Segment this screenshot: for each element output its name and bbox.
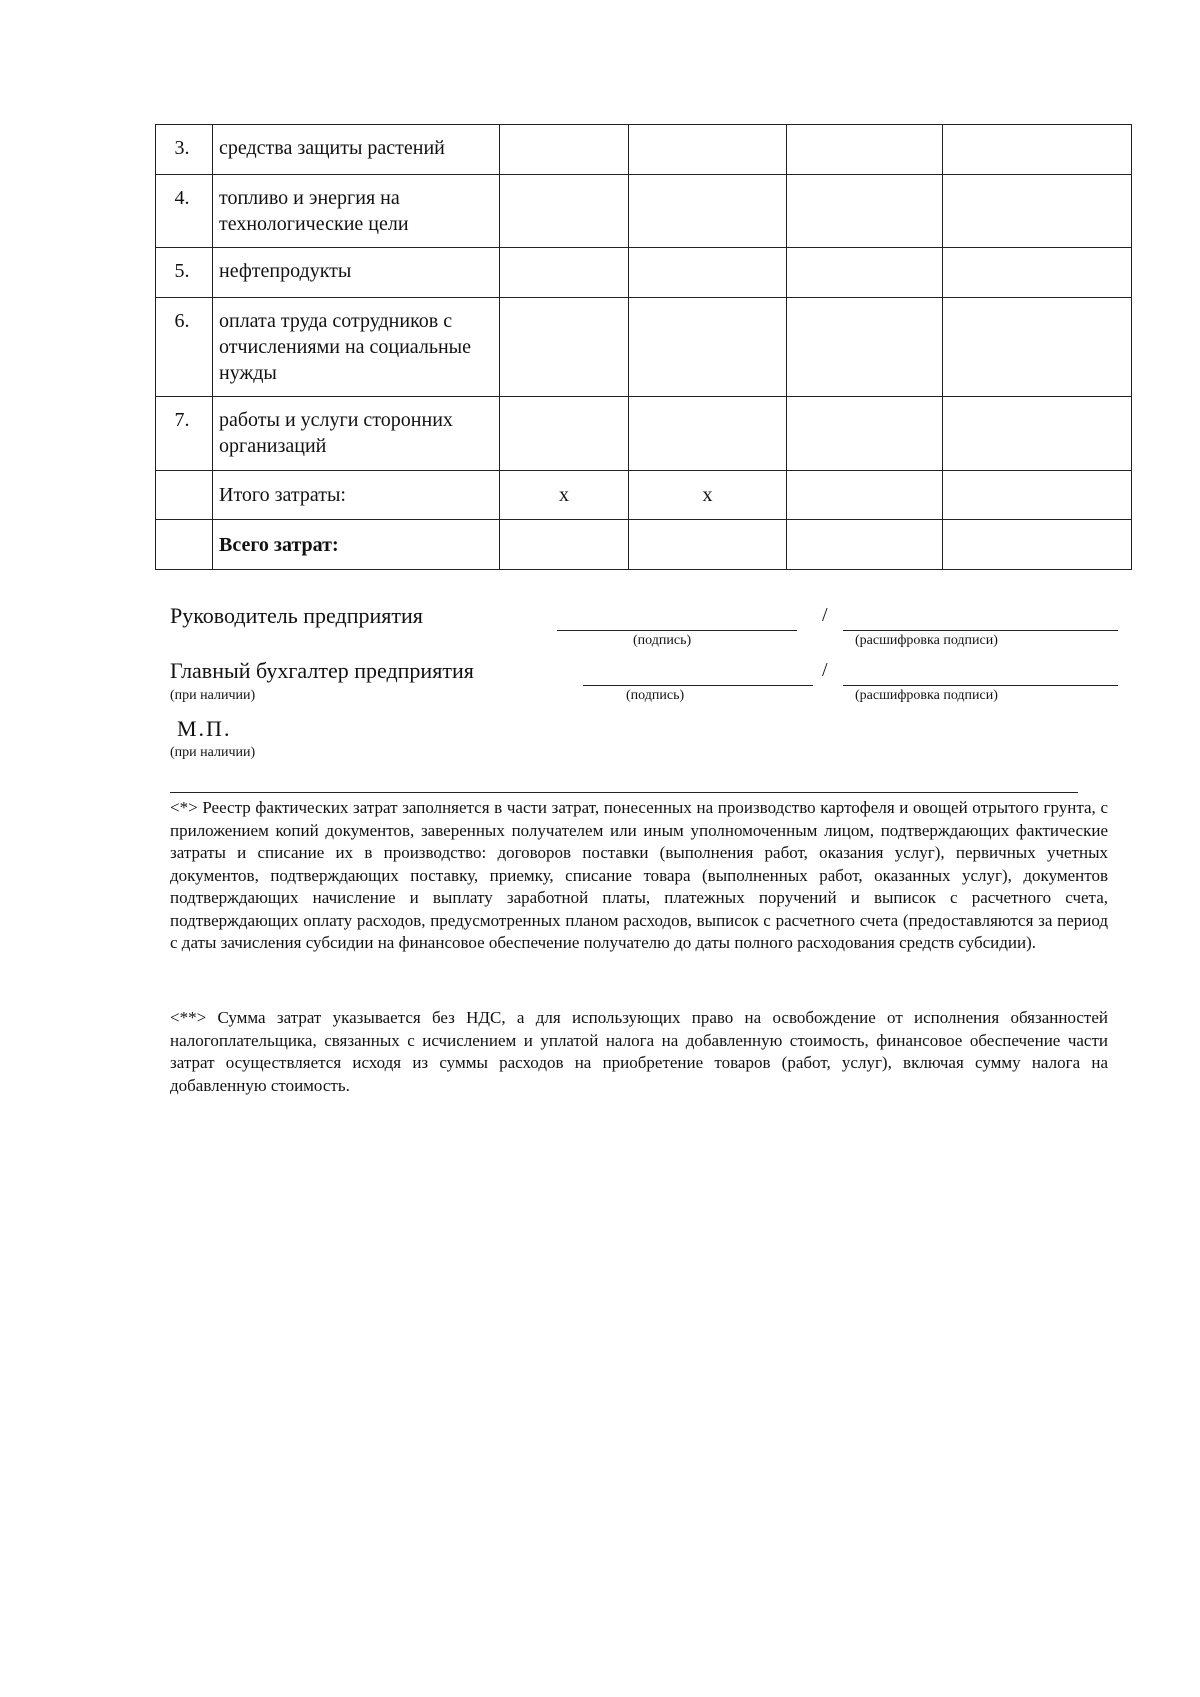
cell-value[interactable] (500, 298, 629, 397)
cell-value[interactable] (943, 520, 1132, 570)
row-label: Всего затрат: (213, 520, 500, 570)
cell-value[interactable] (500, 175, 629, 248)
table-row-subtotal (156, 471, 1132, 520)
cell-value[interactable] (787, 397, 943, 471)
row-label: Итого затраты: (213, 471, 500, 520)
footnote-2: <**> Сумма затрат указывается без НДС, а для использующих право на освобождение от исполнения обязанностей налогоплательщика, связанных с исчислением и уплатой налога на добавленную стоимость, финансовое обеспечение части затрат осуществляется исходя из суммы расходов на приобретение товаров (работ, услуг), включая сумму налога на добавленную стоимость. (170, 1008, 1108, 1095)
cell-value[interactable] (943, 125, 1132, 175)
cell-value[interactable] (943, 248, 1132, 298)
table-row-total (156, 520, 1132, 570)
row-label: работы и услуги сторонних организаций (213, 397, 500, 471)
cell-value: x (500, 471, 629, 520)
cell-value[interactable] (629, 298, 787, 397)
footnote-1: <*> Реестр фактических затрат заполняется в части затрат, понесенных на производство картофеля и овощей отрытого грунта, с приложением копий документов, заверенных получателем или иным уполномоченным лицом, подтверждающих фактические затраты и списание их в производство: договоров поставки (выполнения работ, оказания услуг), первичных учетных документов, подтверждающих поставку, приемку, списание товара (выполненных работ, оказанных услуг), документов подтверждающих начисление и выплату заработной платы, платежных поручений и выписок с расчетного счета, подтверждающих оплату расходов, предусмотренных планом расходов, выписок с расчетного счета (предоставляются за период с даты зачисления субсидии на финансовое обеспечение получателю до даты полного расходования средств субсидии). (170, 798, 1108, 952)
head-decoding-line[interactable] (843, 630, 1118, 631)
cell-value[interactable] (629, 175, 787, 248)
table-row (156, 298, 1132, 397)
cell-value[interactable] (943, 175, 1132, 248)
footnote-divider (170, 792, 1078, 793)
table-row (156, 175, 1132, 248)
cell-value[interactable] (787, 175, 943, 248)
cell-value: x (629, 471, 787, 520)
table-row (156, 248, 1132, 298)
cell-value[interactable] (500, 248, 629, 298)
row-label: топливо и энергия на технологические цели (213, 175, 500, 248)
accountant-decoding-line[interactable] (843, 685, 1118, 686)
row-number: 3. (156, 125, 213, 175)
table-row (156, 125, 1132, 175)
row-number (156, 520, 213, 570)
head-title: Руководитель предприятия (170, 603, 423, 628)
row-number (156, 471, 213, 520)
accountant-signature-line[interactable] (583, 685, 813, 686)
cell-value[interactable] (787, 520, 943, 570)
cell-value[interactable] (943, 298, 1132, 397)
row-label: средства защиты растений (213, 125, 500, 175)
cell-value[interactable] (787, 125, 943, 175)
row-number: 7. (156, 397, 213, 471)
cell-value[interactable] (787, 471, 943, 520)
head-signature-line[interactable] (557, 630, 797, 631)
cell-value[interactable] (500, 520, 629, 570)
stamp-if-present: (при наличии) (170, 745, 256, 760)
stamp-label: М.П. (177, 716, 232, 741)
row-label: нефтепродукты (213, 248, 500, 298)
head-signature-caption: (подпись) (633, 633, 692, 648)
cell-value[interactable] (629, 397, 787, 471)
accountant-slash: / (822, 659, 828, 681)
cell-value[interactable] (787, 298, 943, 397)
cell-value[interactable] (629, 248, 787, 298)
cell-value[interactable] (500, 125, 629, 175)
row-number: 6. (156, 298, 213, 397)
head-slash: / (822, 604, 828, 626)
accountant-signature-caption: (подпись) (626, 688, 685, 703)
row-number: 4. (156, 175, 213, 248)
cell-value[interactable] (629, 125, 787, 175)
row-number: 5. (156, 248, 213, 298)
table-row (156, 397, 1132, 471)
cell-value[interactable] (500, 397, 629, 471)
row-label: оплата труда сотрудников с отчислениями на социальные нужды (213, 298, 500, 397)
accountant-decoding-caption: (расшифровка подписи) (855, 688, 998, 703)
cell-value[interactable] (943, 397, 1132, 471)
cell-value[interactable] (629, 520, 787, 570)
cell-value[interactable] (787, 248, 943, 298)
cell-value[interactable] (943, 471, 1132, 520)
costs-table (155, 124, 1132, 570)
head-decoding-caption: (расшифровка подписи) (855, 633, 998, 648)
accountant-title: Главный бухгалтер предприятия (170, 658, 474, 683)
accountant-if-present: (при наличии) (170, 688, 256, 703)
